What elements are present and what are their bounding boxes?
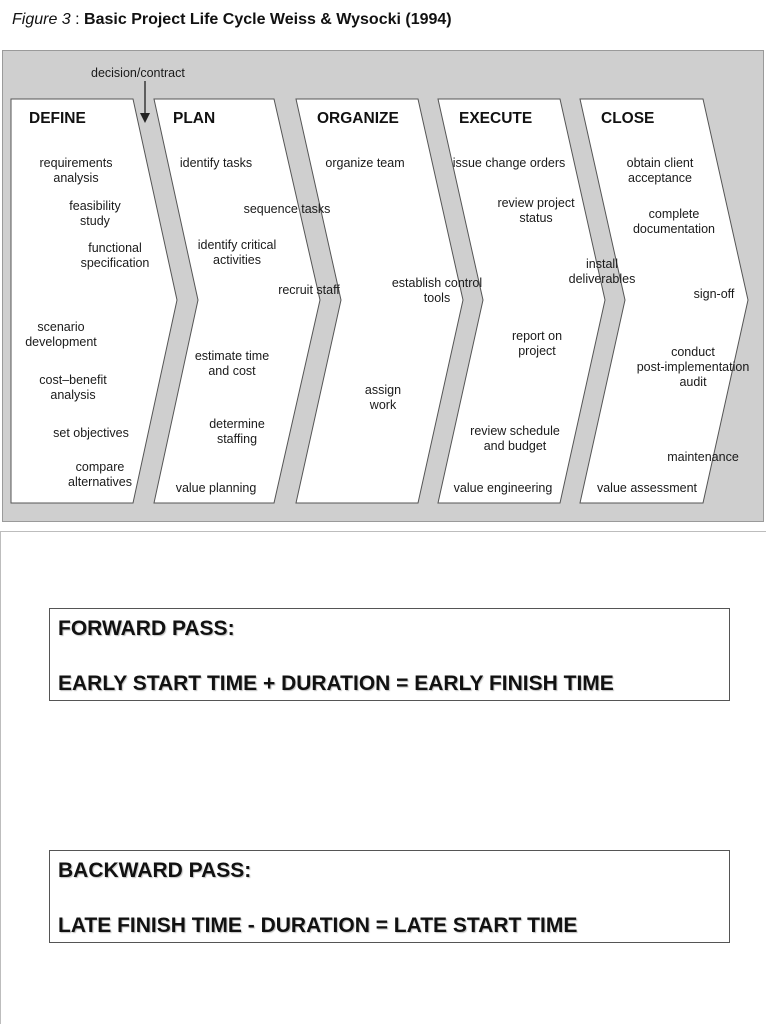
activity-text: audit	[679, 375, 707, 389]
activity-text: install	[586, 257, 618, 271]
activity-text: maintenance	[667, 450, 739, 464]
backward-pass-label: BACKWARD PASS:	[58, 859, 252, 882]
forward-pass-box	[49, 608, 730, 701]
activity-text: documentation	[632, 222, 716, 236]
activity-text: feasibility	[69, 199, 121, 213]
project-life-cycle-diagram	[2, 50, 764, 522]
activity-text: staffing	[216, 432, 258, 446]
forward-pass-formula: EARLY START TIME + DURATION = EARLY FINISH TIME	[58, 672, 614, 695]
activity-text: obtain client	[626, 156, 694, 170]
activity-text: alternatives	[68, 475, 132, 489]
phase-plan-title: PLAN	[173, 110, 216, 127]
activity-text: development	[25, 335, 97, 349]
activity-text: status	[519, 211, 553, 225]
activity-text: establish control	[391, 276, 483, 290]
life-cycle-svg	[3, 51, 763, 521]
activity-text: organize team	[325, 156, 405, 170]
phase-define-title: DEFINE	[29, 110, 86, 127]
figure-label: Figure 3	[12, 11, 71, 28]
caption-separator: :	[70, 11, 85, 28]
phase-execute-title: EXECUTE	[459, 110, 533, 127]
activity-text: compare	[75, 460, 125, 474]
activity-text: requirements	[39, 156, 113, 170]
activity-text: sign-off	[693, 287, 735, 301]
activity-text: estimate time	[194, 349, 270, 363]
figure-title: Basic Project Life Cycle Weiss & Wysocki (1994)	[84, 11, 452, 28]
decision-arrow-head	[140, 113, 150, 123]
activity-text: analysis	[50, 388, 96, 402]
activity-text: identify tasks	[179, 156, 253, 170]
forward-pass-label: FORWARD PASS:	[58, 617, 235, 640]
activity-text: value engineering	[453, 481, 553, 495]
activity-text: analysis	[53, 171, 99, 185]
activity-text: set objectives	[53, 426, 129, 440]
activity-text: review project	[497, 196, 575, 210]
decision-contract-label: decision/contract	[91, 66, 185, 80]
activity-text: tools	[423, 291, 451, 305]
activity-text: review schedule	[470, 424, 560, 438]
activity-text: determine	[209, 417, 265, 431]
lower-panel	[0, 531, 766, 1024]
backward-pass-formula: LATE FINISH TIME - DURATION = LATE START TIME	[58, 914, 578, 937]
activity-text: specification	[80, 256, 150, 270]
activity-text: work	[369, 398, 397, 412]
phase-close-title: CLOSE	[601, 110, 655, 127]
activity-text: issue change orders	[452, 156, 566, 170]
figure-caption	[12, 11, 452, 29]
backward-pass-box	[49, 850, 730, 943]
activity-text: cost–benefit	[39, 373, 107, 387]
activity-text: project	[518, 344, 556, 358]
activity-text: deliverables	[568, 272, 636, 286]
activity-text: conduct	[671, 345, 715, 359]
activity-text: complete	[648, 207, 700, 221]
activity-text: assign	[364, 383, 402, 397]
activity-text: post-implementation	[636, 360, 750, 374]
activity-text: and cost	[208, 364, 256, 378]
activity-text: recruit staff	[278, 283, 340, 297]
activity-text: study	[80, 214, 110, 228]
activity-text: scenario	[37, 320, 85, 334]
activity-text: sequence tasks	[243, 202, 331, 216]
activity-text: identify critical	[197, 238, 277, 252]
phase-organize-title: ORGANIZE	[317, 110, 399, 127]
activity-text: report on	[511, 329, 563, 343]
activity-text: activities	[213, 253, 261, 267]
activity-text: functional	[88, 241, 142, 255]
activity-text: value assessment	[596, 481, 698, 495]
activity-text: acceptance	[628, 171, 692, 185]
activity-text: and budget	[483, 439, 547, 453]
activity-text: value planning	[175, 481, 257, 495]
